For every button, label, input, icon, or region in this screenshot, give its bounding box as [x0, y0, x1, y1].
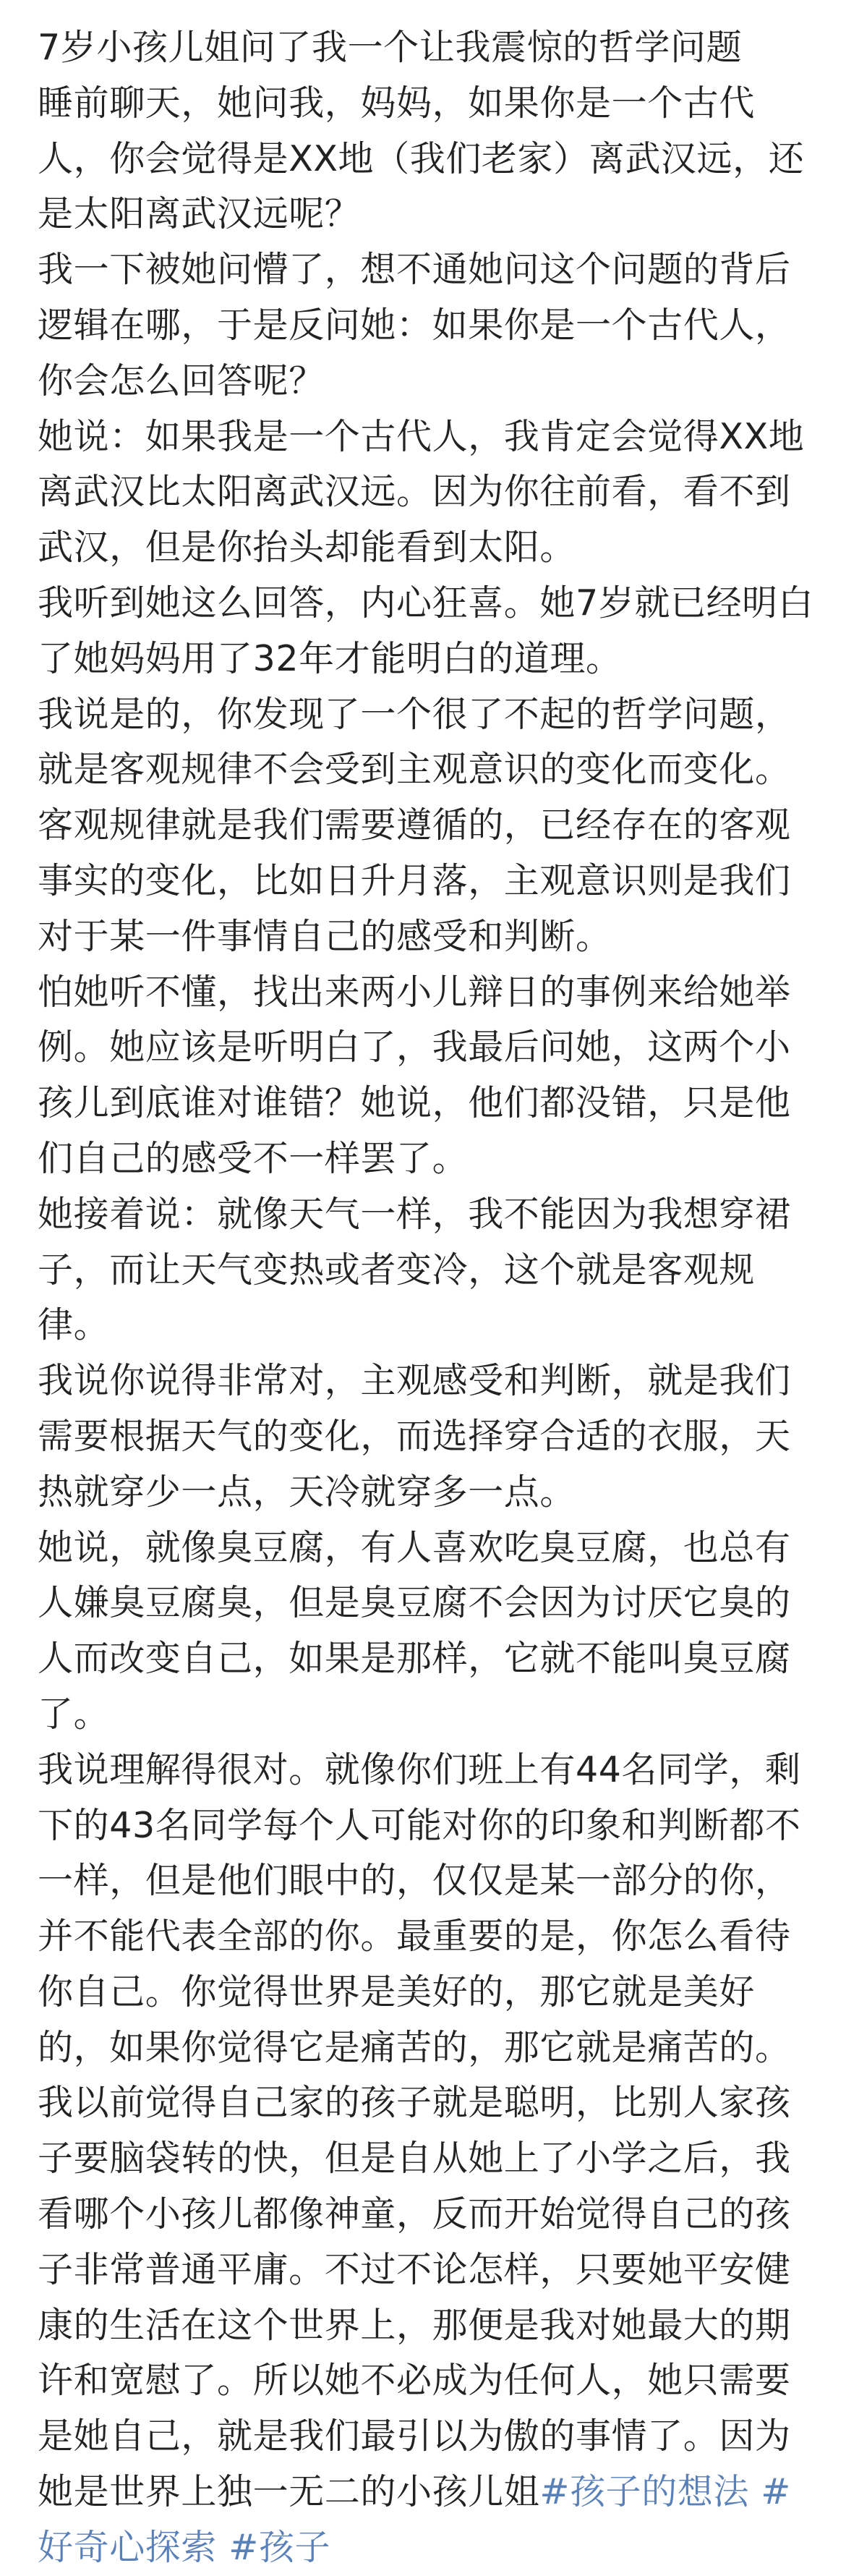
hashtag-link[interactable]: #孩子的想法 — [539, 2471, 750, 2513]
post-paragraph-7: 怕她听不懂，找出来两小儿辩日的事例来给她举例。她应该是听明白了，我最后问她，这两个小孩儿到底谁对谁错？她说，他们都没错，只是他们自己的感受不一样罢了。 — [38, 971, 791, 1179]
post-paragraph-8: 她接着说：就像天气一样，我不能因为我想穿裙子，而让天气变热或者变冷，这个就是客观规律。 — [38, 1193, 791, 1346]
post-paragraph-1: 7岁小孩儿姐问了我一个让我震惊的哲学问题 — [38, 27, 743, 68]
post-paragraph-last — [38, 2075, 819, 2575]
hashtag-link[interactable]: #孩子 — [228, 2526, 331, 2568]
post-paragraph-2: 睡前聊天，她问我，妈妈，如果你是一个古代人，你会觉得是XX地（我们老家）离武汉远，还是太阳离武汉远呢？ — [38, 82, 805, 235]
post-paragraph-4: 她说：如果我是一个古代人，我肯定会觉得XX地离武汉比太阳离武汉远。因为你往前看，看不到武汉，但是你抬头却能看到太阳。 — [38, 415, 805, 569]
post-paragraph-10: 她说，就像臭豆腐，有人喜欢吃臭豆腐，也总有人嫌臭豆腐臭，但是臭豆腐不会因为讨厌它臭的人而改变自己，如果是那样，它就不能叫臭豆腐了。 — [38, 1526, 791, 1735]
post-body — [38, 20, 819, 2576]
post-paragraph-11: 我说理解得很对。就像你们班上有44名同学，剩下的43名同学每个人可能对你的印象和判断都不一样，但是他们眼中的，仅仅是某一部分的你，并不能代表全部的你。最重要的是，你怎么看待你自己。你觉得世界是美好的，那它就是美好的，如果你觉得它是痛苦的，那它就是痛苦的。 — [38, 1748, 801, 2068]
post-paragraph-9: 我说你说得非常对，主观感受和判断，就是我们需要根据天气的变化，而选择穿合适的衣服，天热就穿少一点，天冷就穿多一点。 — [38, 1360, 791, 1513]
post-paragraph-5: 我听到她这么回答，内心狂喜。她7岁就已经明白了她妈妈用了32年才能明白的道理。 — [38, 582, 814, 679]
hashtag-link[interactable]: #好奇心探索 — [38, 2471, 791, 2568]
post-paragraph-last-text: 我以前觉得自己家的孩子就是聪明，比别人家孩子要脑袋转的快，但是自从她上了小学之后，我看哪个小孩儿都像神童，反而开始觉得自己的孩子非常普通平庸。不过不论怎样，只要她平安健康的生活在这个世界上，那便是我对她最大的期许和宽慰了。所以她不必成为任何人，她只需要是她自己，就是我们最引以为傲的事情了。因为她是世界上独一无二的小孩儿姐 — [38, 2082, 791, 2513]
post-paragraph-3: 我一下被她问懵了，想不通她问这个问题的背后逻辑在哪，于是反问她：如果你是一个古代人，你会怎么回答呢？ — [38, 249, 791, 401]
post-paragraph-6: 我说是的，你发现了一个很了不起的哲学问题，就是客观规律不会受到主观意识的变化而变化。客观规律就是我们需要遵循的，已经存在的客观事实的变化，比如日升月落，主观意识则是我们对于某一件事情自己的感受和判断。 — [38, 693, 791, 957]
